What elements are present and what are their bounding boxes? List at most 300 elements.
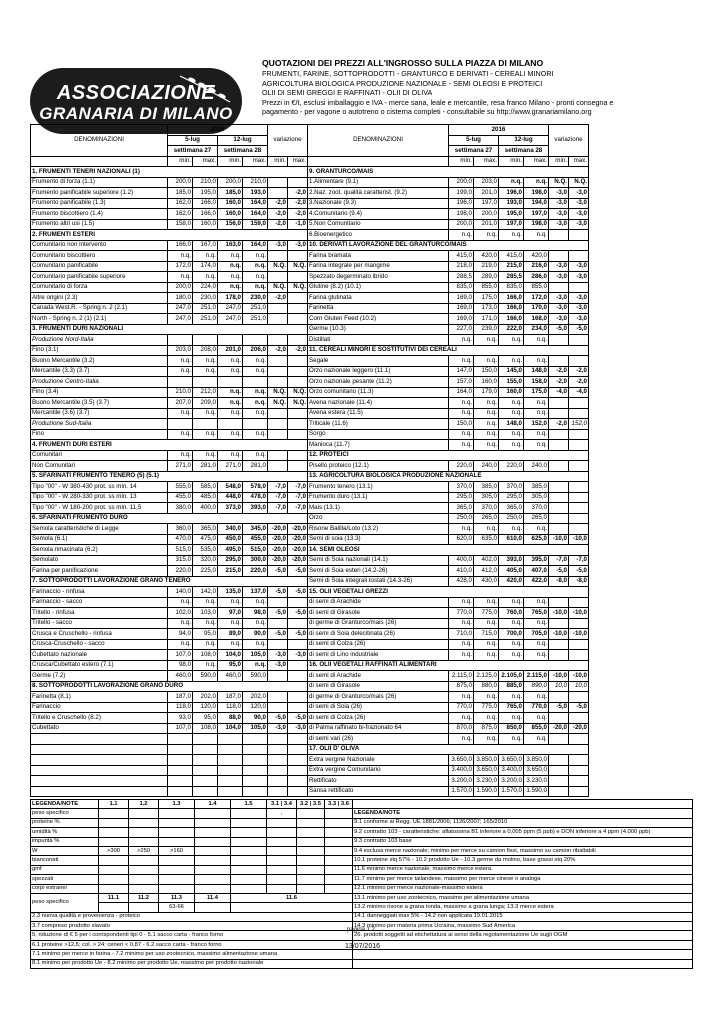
price-cell: 227,0 [449,324,474,335]
empty-cell [218,419,243,430]
row-label: Sorgo [308,429,449,440]
variation-cell: -7,0 [288,492,308,503]
price-cell: 710,0 [449,629,474,640]
row-label: Tipo "00" - W 280-330 prot. ss min. 13 [31,492,168,503]
price-cell: n.q. [193,366,218,377]
row-label: di germe di Granturco/mais (26) [308,618,449,629]
variation-cell: -5,0 [288,713,308,724]
variation-cell [569,650,589,661]
price-cell: n.q. [524,597,549,608]
price-cell: 90,0 [243,629,268,640]
variation-cell [268,692,288,703]
table-row [31,429,589,440]
variation-cell [569,230,589,241]
variation-cell [549,503,569,514]
price-cell: n.q. [524,692,549,703]
price-cell: 194,0 [524,198,549,209]
legend-value [159,884,195,893]
price-cell: n.q. [193,408,218,419]
price-cell: n.q. [474,230,499,241]
price-cell: 158,0 [524,377,549,388]
price-cell: 700,0 [499,629,524,640]
empty-cell [268,776,288,787]
variation-cell: -2,0 [268,219,288,230]
price-cell: 385,0 [474,482,499,493]
row-label: Orzo comunitario (11.3) [308,387,449,398]
blank-cell [308,156,449,167]
empty-cell [193,335,218,346]
price-cell: 415,0 [499,251,524,262]
price-cell: 230,0 [243,293,268,304]
table-row [31,576,589,587]
price-cell: n.q. [168,366,193,377]
row-label: Mercantile (3.3) (3.7) [31,366,168,377]
price-cell: 265,0 [474,513,499,524]
empty-cell [218,776,243,787]
row-label: North - Spring n. 2 (1) (2.1) [31,314,168,325]
variation-cell [288,408,308,419]
price-cell: n.q. [524,734,549,745]
price-cell: 95,0 [193,629,218,640]
legend-value [267,875,297,884]
variation-cell: -3,0 [549,219,569,230]
table-row [31,314,589,325]
price-cell: 239,0 [474,324,499,335]
week-header: settimana 28 [218,146,268,157]
variation-cell: -7,0 [268,482,288,493]
legend-value [195,846,231,855]
price-cell: 402,0 [474,555,499,566]
table-row [31,387,589,398]
variation-cell: 10,0 [549,681,569,692]
table-row [31,366,589,377]
price-cell: 885,0 [499,681,524,692]
price-cell: 156,0 [218,219,243,230]
table-row [31,702,589,713]
legend-value: >160 [159,846,195,855]
variation-cell: -3,0 [268,650,288,661]
price-cell: 174,0 [193,261,218,272]
note-line: 9.4 esclusa merce nazionale; minimo per merce su camion fissi, massimo su camion ribaltabili [353,846,693,855]
empty-cell [193,755,218,766]
legend-value: 11.3 [159,893,195,902]
legend-value [325,837,353,846]
price-cell: 198,0 [449,209,474,220]
empty-cell [168,335,193,346]
variation-cell [268,450,288,461]
row-label: Farinaccio [31,702,168,713]
legend-key: bianconati [31,856,99,865]
price-cell: 870,0 [449,723,474,734]
price-cell: 578,0 [243,482,268,493]
table-row [31,524,589,535]
price-cell: 164,0 [243,240,268,251]
variation-cell [268,408,288,419]
variation-cell: -10,0 [549,629,569,640]
price-cell: 210,0 [193,177,218,188]
legend-value [267,846,297,855]
price-cell: n.q. [449,429,474,440]
legend-header: 1.1 [99,800,129,809]
row-label: Comunitario non intervento [31,240,168,251]
variation-cell: -7,0 [268,492,288,503]
legend-value [99,903,129,912]
empty-cell [268,744,288,755]
price-cell: n.q. [474,335,499,346]
price-cell: n.q. [243,597,268,608]
price-cell: n.q. [449,356,474,367]
price-cell: 3.650,0 [474,765,499,776]
variation-cell [288,272,308,283]
empty-cell [193,776,218,787]
variation-cell: -20,0 [268,545,288,556]
table-row [31,587,589,598]
legend-key: spezzati [31,875,99,884]
price-cell: 202,0 [193,692,218,703]
variation-cell [569,440,589,451]
max-header: max. [193,156,218,167]
variation-cell: 152,0 [569,419,589,430]
price-cell: 455,0 [168,492,193,503]
min-header: min. [218,156,243,167]
row-label: di semi di Lino industriale [308,650,449,661]
price-cell: 93,0 [168,713,193,724]
col-header-variazione: variazione [549,125,589,157]
price-cell: 212,0 [193,387,218,398]
price-cell: 620,0 [449,534,474,545]
price-cell: 219,0 [474,261,499,272]
price-cell: 251,0 [193,314,218,325]
row-label: Produzione Sud-Italia [31,419,168,430]
price-cell: n.q. [449,692,474,703]
variation-cell [549,618,569,629]
price-cell: 370,0 [524,503,549,514]
price-cell: 160,0 [218,209,243,220]
legend-key: gmf [31,865,99,874]
price-cell: 220,0 [243,566,268,577]
section-header: 7. SOTTOPRODOTTI LAVORAZIONE GRANO TENERO [31,576,308,587]
row-label: Comunitario di forza [31,282,168,293]
price-cell: 218,0 [449,261,474,272]
legend-value [325,846,353,855]
price-cell: n.q. [524,639,549,650]
row-label: Comunitari [31,450,168,461]
table-row [31,744,589,755]
empty-cell [288,765,308,776]
variation-cell [569,639,589,650]
price-cell: 172,0 [168,261,193,272]
price-cell: 108,0 [193,650,218,661]
table-row [31,503,589,514]
price-cell: 555,0 [168,482,193,493]
variation-cell [549,786,569,797]
price-cell: 200,0 [474,209,499,220]
price-cell: 448,0 [218,492,243,503]
price-cell: 370,0 [474,503,499,514]
row-label: di semi di Girasole [308,681,449,692]
price-cell: 178,0 [218,293,243,304]
variation-cell: -1,0 [288,219,308,230]
price-cell: n.q. [474,597,499,608]
variation-cell [268,356,288,367]
price-cell: 455,0 [243,534,268,545]
price-cell: 247,0 [218,314,243,325]
row-label: Germe (10.3) [308,324,449,335]
price-cell: n.q. [243,387,268,398]
empty-cell [168,734,193,745]
price-cell: n.q. [218,251,243,262]
price-cell: n.q. [499,713,524,724]
row-label: Farinaccio - rinfusa [31,587,168,598]
price-cell: 585,0 [193,482,218,493]
variation-cell: -3,0 [549,261,569,272]
variation-cell: -10,0 [569,608,589,619]
price-cell: 172,0 [524,293,549,304]
price-cell: 3.650,0 [524,765,549,776]
legend-value [325,884,353,893]
price-cell: 193,0 [499,198,524,209]
legend-value [99,837,129,846]
price-cell: 98,0 [243,608,268,619]
variation-cell: -3,0 [569,314,589,325]
empty-cell [168,786,193,797]
empty-cell [268,786,288,797]
legend-value [297,884,325,893]
price-cell: 395,0 [524,555,549,566]
empty-cell [218,744,243,755]
legend-value [99,865,129,874]
variation-cell: -3,0 [549,209,569,220]
variation-cell [288,702,308,713]
price-cell: 160,0 [193,219,218,230]
price-cell: 208,0 [193,345,218,356]
price-cell: n.q. [168,597,193,608]
price-cell: n.q. [168,639,193,650]
legend-value [195,903,231,912]
legend-value [99,884,129,893]
variation-cell: -3,0 [549,314,569,325]
table-row [31,723,589,734]
price-cell: 285,5 [499,272,524,283]
price-cell: 220,0 [168,566,193,577]
price-cell: n.q. [524,618,549,629]
variation-cell: -5,0 [569,566,589,577]
legend-value [325,875,353,884]
row-label: Mais (13.1) [308,503,449,514]
empty-cell [243,755,268,766]
table-row [31,713,589,724]
variation-cell: -3,0 [549,303,569,314]
price-cell: 169,0 [449,303,474,314]
price-cell: n.q. [499,692,524,703]
price-cell: 207,0 [168,398,193,409]
price-cell: 460,0 [218,671,243,682]
price-cell: 198,0 [524,219,549,230]
price-cell: n.q. [499,650,524,661]
row-label: Spezzato degerminato ibrido [308,272,449,283]
row-label: Non Comunitari [31,461,168,472]
price-cell: n.q. [218,282,243,293]
legend-value [195,856,231,865]
note-line: 8.1 minimo per prodotto Ue - 8.2 minimo per prodotto Ue, massimo per prodotto nazionale [31,959,353,968]
variation-cell: -5,0 [569,324,589,335]
price-cell: 95,0 [193,713,218,724]
variation-cell [569,692,589,703]
row-label: Extra vergine Comunitario [308,765,449,776]
legend-key: impurità % [31,837,99,846]
note-line: 11.7 minimo per merce tailandese, massimo per merce cinese o analoga [353,875,693,884]
row-label: Farinetta [308,303,449,314]
row-label: Cubettato nazionale [31,650,168,661]
variation-cell: N.Q. [288,387,308,398]
price-cell: 430,0 [474,576,499,587]
empty-cell [193,786,218,797]
row-label: Tipo "00" - W 180-200 prot. ss min. 11,5 [31,503,168,514]
price-cell: 197,0 [474,198,499,209]
table-row [31,419,589,430]
row-label: Frumento tenero (13.1) [308,482,449,493]
row-label: di semi di Soia (26) [308,702,449,713]
variation-cell: -2,0 [549,366,569,377]
table-row [31,230,589,241]
price-cell: 169,0 [449,293,474,304]
legend-value [267,828,297,837]
price-cell: 770,0 [449,702,474,713]
price-cell: n.q. [218,639,243,650]
variation-cell: -10,0 [549,671,569,682]
price-cell: 220,0 [499,461,524,472]
date-header: 12-lug [218,135,268,146]
price-cell: 170,0 [524,303,549,314]
date-header: 5-lug [449,135,499,146]
row-label: Frumento di forza (1.1) [31,177,168,188]
empty-cell [193,377,218,388]
max-header: max. [288,156,308,167]
empty-cell [193,734,218,745]
row-label: Extra vergine Nazionale [308,755,449,766]
row-label: Fino [31,429,168,440]
price-cell: 515,0 [243,545,268,556]
date-header: 12-lug [499,135,549,146]
price-cell: 164,0 [243,198,268,209]
price-cell: n.q. [524,177,549,188]
variation-cell [549,713,569,724]
legend-value [231,875,267,884]
empty-cell [353,959,693,968]
variation-cell: -3,0 [569,272,589,283]
max-header: max. [524,156,549,167]
price-cell: n.q. [218,618,243,629]
legend-value [297,865,325,874]
variation-cell [569,492,589,503]
table-row [31,303,589,314]
empty-cell [218,786,243,797]
variation-cell [549,524,569,535]
empty-cell [243,786,268,797]
price-cell: 95,0 [218,660,243,671]
section-header: 10. DERIVATI LAVORAZIONE DEL GRANTURCO/MAIS [308,240,589,251]
row-label: Sansa rettificato [308,786,449,797]
price-cell: n.q. [218,261,243,272]
row-label: Semi di Soia esteri (14.2-26) [308,566,449,577]
price-cell: 478,0 [243,492,268,503]
week-header: settimana 27 [449,146,499,157]
note-line: 12.1 minimo per merce nazionale-massimo estera [353,884,693,893]
row-label: di semi di Arachide [308,597,449,608]
price-cell: 289,0 [474,272,499,283]
price-cell: 203,0 [168,345,193,356]
price-cell: n.q. [449,713,474,724]
variation-cell [549,755,569,766]
price-cell: 234,0 [524,324,549,335]
row-label: Tritello e Cruschello (8.2) [31,713,168,724]
variation-cell: -7,0 [549,555,569,566]
price-cell: n.q. [218,387,243,398]
price-cell: 209,0 [193,398,218,409]
legend-value [159,875,195,884]
header-line: Prezzi in €/t, esclusi imballaggio e IVA - merce sana, leale e mercantile, resa franco Milano - pronti consegna e [262,97,614,107]
table-row [31,555,589,566]
min-header: min. [449,156,474,167]
price-cell: 150,0 [449,419,474,430]
legend-value: >300 [99,846,129,855]
legend-value [267,818,297,827]
min-header: min. [499,156,524,167]
price-cell: n.q. [524,440,549,451]
row-label: Pisello proteico (12.1) [308,461,449,472]
price-cell: 855,0 [524,723,549,734]
table-row [31,461,589,472]
row-label: Semi di soia (13.3) [308,534,449,545]
variation-cell: -8,0 [569,576,589,587]
variation-cell: -5,0 [288,608,308,619]
legend-value [129,837,159,846]
empty-cell [288,734,308,745]
price-cell: 147,0 [449,366,474,377]
price-cell: 485,0 [193,492,218,503]
variation-cell [288,356,308,367]
section-header: 6. SFARINATI FRUMENTO DURO [31,513,308,524]
price-cell: 195,0 [193,188,218,199]
price-cell: n.q. [193,597,218,608]
row-label: Farina bramata [308,251,449,262]
variation-cell: N.Q. [268,261,288,272]
section-header: 3. FRUMENTI DURI NAZIONALI [31,324,308,335]
legend-header: 1.5 [231,800,267,809]
table-row [31,629,589,640]
blank-cell [31,156,168,167]
price-cell: 104,0 [218,723,243,734]
print-date: 13/07/2016 [344,943,381,950]
price-cell: 89,0 [218,629,243,640]
variation-cell: -10,0 [569,629,589,640]
legend-value [129,809,159,818]
price-cell: 150,0 [474,366,499,377]
variation-cell: -2,0 [268,345,288,356]
price-cell: 3.200,0 [449,776,474,787]
variation-cell [288,429,308,440]
price-cell: 775,0 [474,702,499,713]
price-cell: n.q. [193,450,218,461]
price-cell: 880,0 [474,681,499,692]
price-cell: 370,0 [449,482,474,493]
variation-cell: -3,0 [288,240,308,251]
variation-cell [549,282,569,293]
row-label: Comunitario panificabile [31,261,168,272]
variation-cell [549,482,569,493]
legend-value [159,818,195,827]
row-label: Orzo nazionale leggero (11.1) [308,366,449,377]
